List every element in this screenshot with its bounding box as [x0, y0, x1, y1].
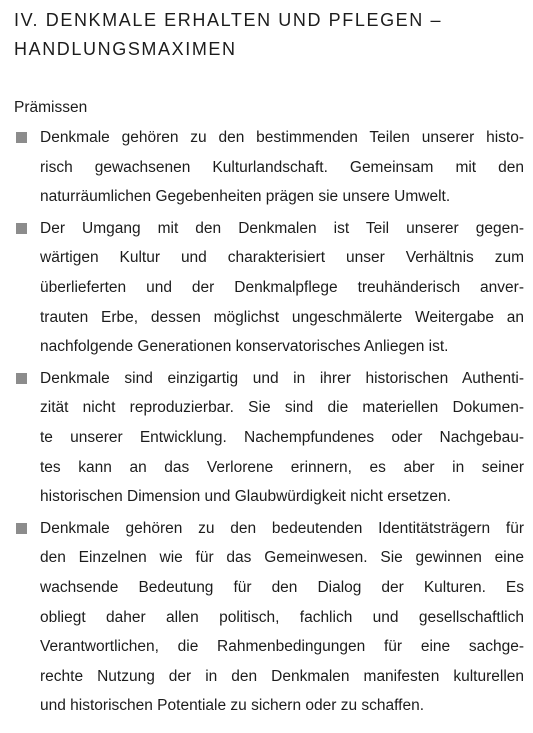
text-line: naturräumlichen Gegebenheiten prägen sie unsere Umwelt. — [40, 188, 451, 206]
premise-item — [14, 123, 524, 212]
text-line: Denkmale gehören zu den bedeutenden Identitätsträgern für — [40, 519, 524, 537]
text-line: obliegt daher allen politisch, fachlich und gesellschaftlich — [40, 608, 524, 626]
section-title — [14, 6, 524, 64]
text-line: historischen Dimension und Glaubwürdigkeit nicht ersetzen. — [40, 488, 451, 506]
text-line: Denkmale sind einzigartig und in ihrer historischen Authenti- — [40, 369, 524, 387]
square-bullet-icon — [16, 373, 27, 384]
document-page — [14, 6, 524, 723]
premises-list — [14, 123, 524, 721]
text-line: trauten Erbe, dessen möglichst ungeschmälerte Weitergabe an — [40, 308, 524, 326]
premise-item — [14, 514, 524, 721]
text-line: zität nicht reproduzierbar. Sie sind die materiellen Dokumen- — [40, 399, 524, 417]
text-line: Denkmale gehören zu den bestimmenden Teilen unserer histo- — [40, 129, 524, 146]
section-title-line: HANDLUNGSMAXIMEN — [14, 39, 237, 59]
premise-text — [40, 514, 524, 721]
square-bullet-icon — [16, 523, 27, 534]
text-line: nachfolgende Generationen konservatorisches Anliegen ist. — [40, 338, 449, 356]
square-bullet-icon — [16, 223, 27, 234]
square-bullet-icon — [16, 132, 27, 143]
text-line: Der Umgang mit den Denkmalen ist Teil unserer gegen- — [40, 219, 524, 237]
subheading-praemissen: Prämissen — [14, 99, 88, 116]
text-line: und historischen Potentiale zu sichern oder zu schaffen. — [40, 697, 425, 715]
premise-text — [40, 364, 524, 512]
text-line: tes kann an das Verlorene erinnern, es aber in seiner — [40, 458, 524, 476]
text-line: wärtigen Kultur und charakterisiert unser Verhältnis zum — [40, 249, 524, 267]
text-line: überlieferten und der Denkmalpflege treuhänderisch anver- — [40, 278, 524, 296]
text-line: rechte Nutzung der in den Denkmalen manifesten kulturellen — [40, 667, 524, 685]
premise-item — [14, 214, 524, 362]
text-line: Verantwortlichen, die Rahmenbedingungen für eine sachge- — [40, 638, 524, 656]
premise-item — [14, 364, 524, 512]
text-line: den Einzelnen wie für das Gemeinwesen. Sie gewinnen eine — [40, 549, 524, 567]
premise-text — [40, 123, 524, 212]
text-line: wachsende Bedeutung für den Dialog der Kulturen. Es — [40, 578, 524, 596]
section-title-line: IV. DENKMALE ERHALTEN UND PFLEGEN – — [14, 10, 443, 30]
premise-text — [40, 214, 524, 362]
text-line: te unserer Entwicklung. Nachempfundenes oder Nachgebau- — [40, 428, 524, 446]
text-line: risch gewachsenen Kulturlandschaft. Gemeinsam mit den — [40, 158, 524, 176]
